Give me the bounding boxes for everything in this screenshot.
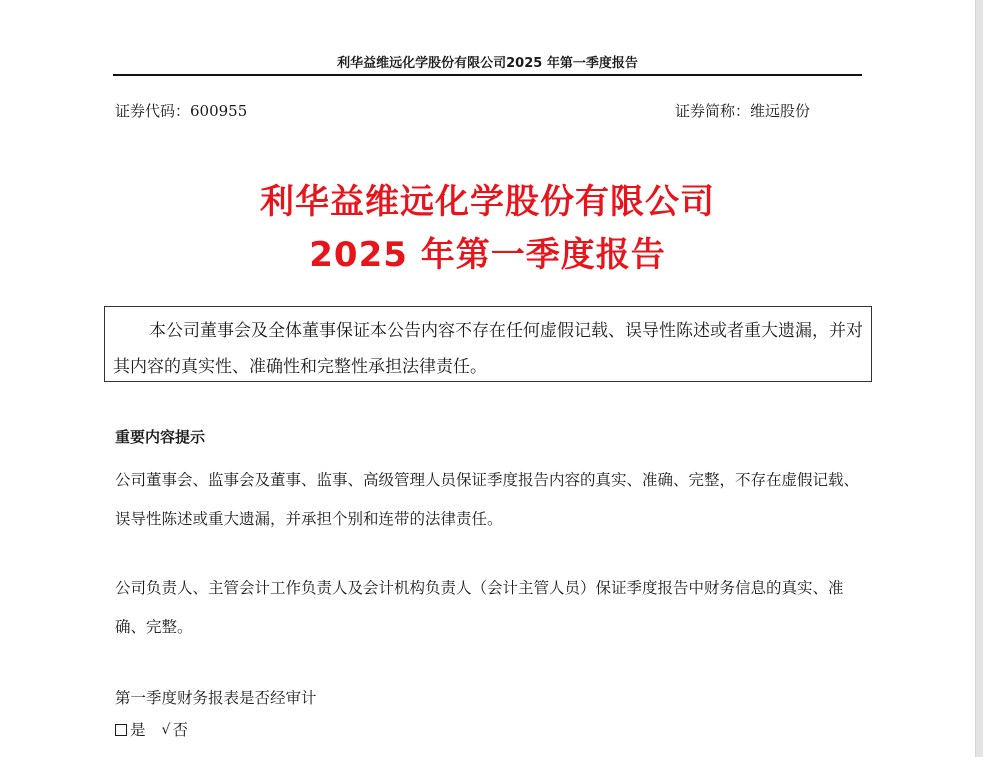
report-title-period: 2025 年第一季度报告 bbox=[309, 235, 666, 275]
report-title-company: 利华益维远化学股份有限公司 bbox=[260, 182, 715, 222]
audit-question: 第一季度财务报表是否经审计 bbox=[115, 689, 317, 707]
header-rule bbox=[113, 74, 862, 76]
audit-option-no bbox=[152, 719, 188, 741]
important-paragraph-1: 公司董事会、监事会及董事、监事、高级管理人员保证季度报告内容的真实、准确、完整，不存在虚假记载、误导性陈述或重大遗漏，并承担个别和连带的法律责任。 bbox=[115, 471, 860, 528]
board-declaration-box bbox=[104, 306, 872, 382]
viewer-scroll-edge bbox=[975, 0, 983, 757]
checkmark-icon: √ bbox=[161, 722, 171, 738]
audit-no-label: 否 bbox=[172, 721, 188, 739]
audit-options bbox=[115, 719, 188, 741]
running-header: 利华益维远化学股份有限公司2025 年第一季度报告 bbox=[337, 56, 638, 71]
empty-checkbox-icon bbox=[115, 724, 127, 736]
security-short-name: 证券简称：维远股份 bbox=[675, 102, 811, 120]
security-code: 证券代码：600955 bbox=[115, 102, 248, 120]
board-declaration-text: 本公司董事会及全体董事保证本公告内容不存在任何虚假记载、误导性陈述或者重大遗漏，并对其内容的真实性、准确性和完整性承担法律责任。 bbox=[113, 321, 863, 377]
important-paragraph-2: 公司负责人、主管会计工作负责人及会计机构负责人（会计主管人员）保证季度报告中财务信息的真实、准确、完整。 bbox=[115, 579, 844, 636]
audit-option-yes bbox=[115, 719, 146, 741]
important-notes-heading: 重要内容提示 bbox=[115, 428, 206, 446]
audit-yes-label: 是 bbox=[130, 721, 146, 739]
